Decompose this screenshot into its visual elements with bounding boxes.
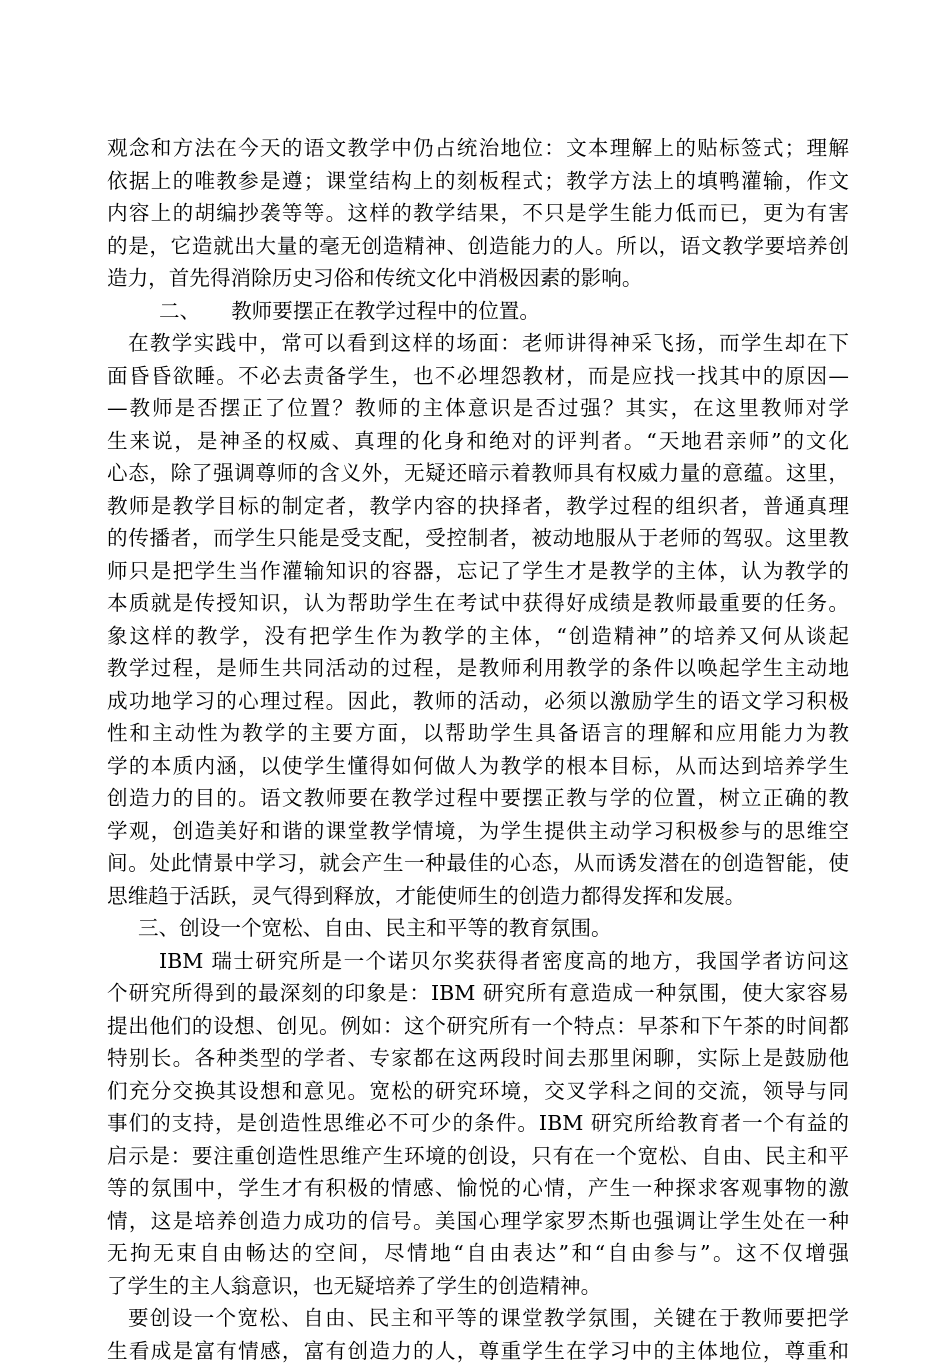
text-line: 依据上的唯教参是遵；课堂结构上的刻板程式；教学方法上的填鸭灌输，作文 xyxy=(107,165,849,198)
text-line: 师只是把学生当作灌输知识的容器，忘记了学生才是教学的主体，认为教学的 xyxy=(107,555,849,588)
text-line: 教学过程，是师生共同活动的过程，是教师利用教学的条件以唤起学生主动地 xyxy=(107,652,849,685)
text-line: 在教学实践中，常可以看到这样的场面：老师讲得神采飞扬，而学生却在下 xyxy=(107,327,849,360)
text-line: 观念和方法在今天的语文教学中仍占统治地位：文本理解上的贴标签式；理解 xyxy=(107,132,849,165)
text-line: 造力，首先得消除历史习俗和传统文化中消极因素的影响。 xyxy=(107,262,849,295)
text-line: 学观，创造美好和谐的课堂教学情境，为学生提供主动学习积极参与的思维空 xyxy=(107,815,849,848)
text-line: 面昏昏欲睡。不必去责备学生，也不必埋怨教材，而是应找一找其中的原因— xyxy=(107,360,849,393)
text-line: 的传播者，而学生只能是受支配，受控制者，被动地服从于老师的驾驭。这里教 xyxy=(107,522,849,555)
text-line: 性和主动性为教学的主要方面，以帮助学生具备语言的理解和应用能力为教 xyxy=(107,717,849,750)
text-line: 思维趋于活跃，灵气得到释放，才能使师生的创造力都得发挥和发展。 xyxy=(107,880,849,913)
text-line: 三、创设一个宽松、自由、民主和平等的教育氛围。 xyxy=(107,912,849,945)
text-line: 学的本质内涵，以使学生懂得如何做人为教学的根本目标，从而达到培养学生 xyxy=(107,750,849,783)
document-body xyxy=(107,132,849,1367)
text-line: 间。处此情景中学习，就会产生一种最佳的心态，从而诱发潜在的创造智能，使 xyxy=(107,847,849,880)
text-line: 心态，除了强调尊师的含义外，无疑还暗示着教师具有权威力量的意蕴。这里， xyxy=(107,457,849,490)
text-line: 教师是教学目标的制定者，教学内容的抉择者，教学过程的组织者，普通真理 xyxy=(107,490,849,523)
text-line: 成功地学习的心理过程。因此，教师的活动，必须以激励学生的语文学习积极 xyxy=(107,685,849,718)
text-line: 事们的支持，是创造性思维必不可少的条件。IBM 研究所给教育者一个有益的 xyxy=(107,1107,849,1140)
text-line: 无拘无束自由畅达的空间，尽情地“自由表达”和“自由参与”。这不仅增强 xyxy=(107,1237,849,1270)
text-line: 等的氛围中，学生才有积极的情感、愉悦的心情，产生一种探求客观事物的激 xyxy=(107,1172,849,1205)
text-line: 生看成是富有情感，富有创造力的人，尊重学生在学习中的主体地位，尊重和 xyxy=(107,1335,849,1367)
text-line: 启示是：要注重创造性思维产生环境的创设，只有在一个宽松、自由、民主和平 xyxy=(107,1140,849,1173)
text-line: 生来说，是神圣的权威、真理的化身和绝对的评判者。“天地君亲师”的文化 xyxy=(107,425,849,458)
text-line: 内容上的胡编抄袭等等。这样的教学结果，不只是学生能力低而已，更为有害 xyxy=(107,197,849,230)
text-line: 创造力的目的。语文教师要在教学过程中要摆正教与学的位置，树立正确的教 xyxy=(107,782,849,815)
text-line: 二、 教师要摆正在教学过程中的位置。 xyxy=(107,295,849,328)
text-line: 本质就是传授知识，认为帮助学生在考试中获得好成绩是教师最重要的任务。 xyxy=(107,587,849,620)
text-line: 要创设一个宽松、自由、民主和平等的课堂教学氛围，关键在于教师要把学 xyxy=(107,1302,849,1335)
text-line: 们充分交换其设想和意见。宽松的研究环境，交叉学科之间的交流，领导与同 xyxy=(107,1075,849,1108)
text-line: —教师是否摆正了位置？教师的主体意识是否过强？其实，在这里教师对学 xyxy=(107,392,849,425)
text-line: 了学生的主人翁意识，也无疑培养了学生的创造精神。 xyxy=(107,1270,849,1303)
text-line: IBM 瑞士研究所是一个诺贝尔奖获得者密度高的地方，我国学者访问这 xyxy=(107,945,849,978)
text-line: 特别长。各种类型的学者、专家都在这两段时间去那里闲聊，实际上是鼓励他 xyxy=(107,1042,849,1075)
text-line: 象这样的教学，没有把学生作为教学的主体，“创造精神”的培养又何从谈起 xyxy=(107,620,849,653)
text-line: 情，这是培养创造力成功的信号。美国心理学家罗杰斯也强调让学生处在一种 xyxy=(107,1205,849,1238)
text-line: 的是，它造就出大量的毫无创造精神、创造能力的人。所以，语文教学要培养创 xyxy=(107,230,849,263)
text-line: 提出他们的设想、创见。例如：这个研究所有一个特点：早茶和下午茶的时间都 xyxy=(107,1010,849,1043)
text-line: 个研究所得到的最深刻的印象是：IBM 研究所有意造成一种氛围，使大家容易 xyxy=(107,977,849,1010)
